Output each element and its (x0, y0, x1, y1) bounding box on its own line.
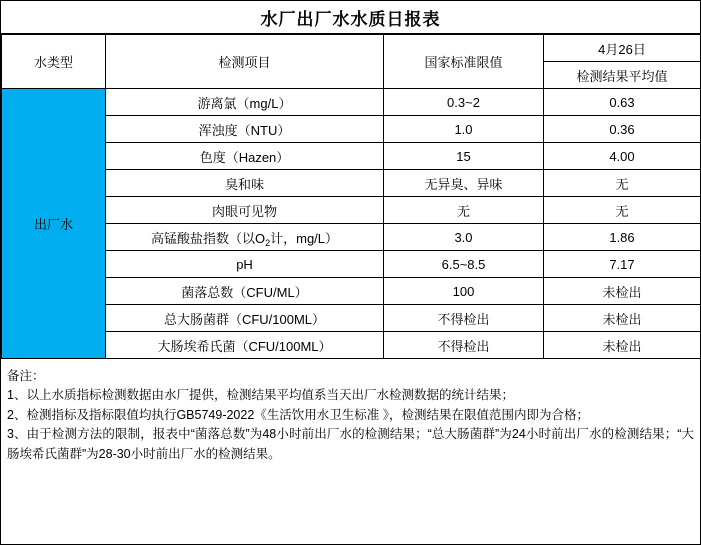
row-item: 色度（Hazen） (106, 143, 384, 170)
note-line-1: 1、以上水质指标检测数据由水厂提供，检测结果平均值系当天出厂水检测数据的统计结果； (7, 388, 514, 403)
row-standard: 15 (384, 143, 544, 170)
row-standard: 无 (384, 197, 544, 224)
table-row (2, 116, 701, 143)
table-row (2, 251, 701, 278)
row-result: 0.36 (544, 116, 701, 143)
row-result: 7.17 (544, 251, 701, 278)
row-standard: 100 (384, 278, 544, 305)
page-title: 水厂出厂水水质日报表 (260, 9, 441, 29)
note-line-3: 3、由于检测方法的限制，报表中“菌落总数”为48小时前出厂水的检测结果；“总大肠菌群”为24小时前出厂水的检测结果；“大肠埃希氏菌群”为28-30小时前出厂水的检测结果。 (7, 427, 694, 461)
table-row (2, 197, 701, 224)
table-row (2, 89, 701, 116)
row-standard: 无异臭、异味 (384, 170, 544, 197)
row-result: 4.00 (544, 143, 701, 170)
row-standard: 3.0 (384, 224, 544, 251)
row-standard: 1.0 (384, 116, 544, 143)
header-water-type: 水类型 (2, 35, 106, 89)
notes-section (1, 359, 700, 464)
row-standard: 0.3~2 (384, 89, 544, 116)
row-standard: 6.5~8.5 (384, 251, 544, 278)
table-row (2, 170, 701, 197)
header-national-standard: 国家标准限值 (384, 35, 544, 89)
row-item: 总大肠菌群（CFU/100ML） (106, 305, 384, 332)
row-item: 大肠埃希氏菌（CFU/100ML） (106, 332, 384, 359)
row-result: 未检出 (544, 278, 701, 305)
row-result: 1.86 (544, 224, 701, 251)
table-row (2, 143, 701, 170)
row-result: 未检出 (544, 305, 701, 332)
table-row (2, 305, 701, 332)
row-item: 肉眼可见物 (106, 197, 384, 224)
header-test-item: 检测项目 (106, 35, 384, 89)
notes-heading: 备注： (7, 369, 45, 383)
table-row (2, 332, 701, 359)
row-result: 未检出 (544, 332, 701, 359)
row-standard: 不得检出 (384, 305, 544, 332)
header-date: 4月26日 (544, 35, 701, 62)
table-row (2, 278, 701, 305)
row-item: 菌落总数（CFU/ML） (106, 278, 384, 305)
row-item: 浑浊度（NTU） (106, 116, 384, 143)
note-line-2: 2、检测指标及指标限值均执行GB5749-2022《生活饮用水卫生标准 》，检测结果在限值范围内即为合格； (7, 407, 590, 422)
report-title-bar (1, 1, 700, 34)
row-item: 高锰酸盐指数（以$O_2$计，mg/L） (106, 224, 384, 251)
table-header-row (2, 35, 701, 62)
water-quality-table (1, 34, 701, 359)
row-result: 无 (544, 170, 701, 197)
row-standard: 不得检出 (384, 332, 544, 359)
row-item: 臭和味 (106, 170, 384, 197)
row-item: pH (106, 251, 384, 278)
header-result-average: 检测结果平均值 (544, 62, 701, 89)
row-item: 游离氯（mg/L） (106, 89, 384, 116)
row-result: 0.63 (544, 89, 701, 116)
row-result: 无 (544, 197, 701, 224)
table-row (2, 224, 701, 251)
water-type-cell: 出厂水 (2, 89, 106, 359)
